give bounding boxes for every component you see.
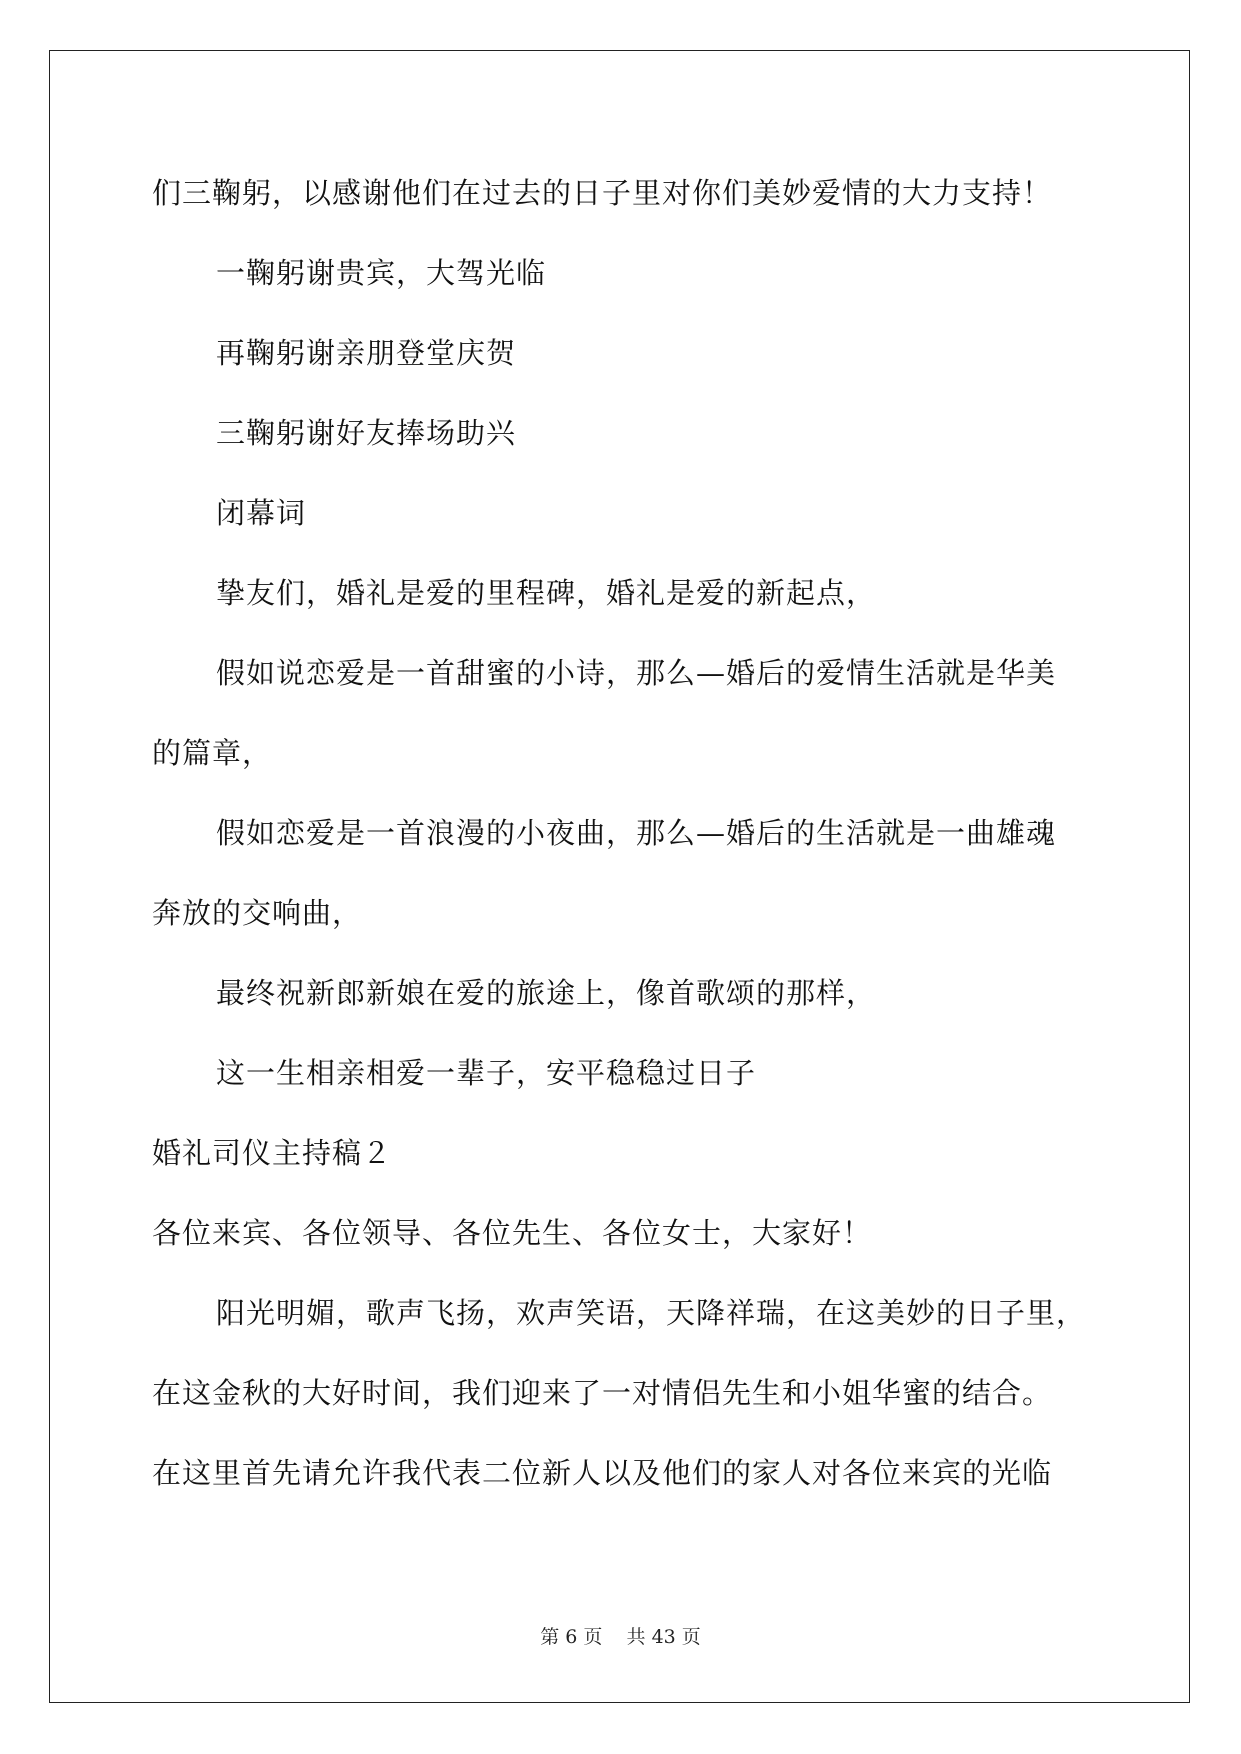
text-line-15: 阳光明媚，歌声飞扬，欢声笑语，天降祥瑞，在这美妙的日子里， (216, 1296, 1087, 1330)
text-line-5: 闭幕词 (216, 496, 307, 530)
text-line-4: 三鞠躬谢好友捧场助兴 (216, 416, 517, 450)
text-line-6: 挚友们，婚礼是爱的里程碑，婚礼是爱的新起点， (216, 576, 877, 610)
text-line-2: 一鞠躬谢贵宾，大驾光临 (216, 256, 547, 290)
page-footer (0, 1625, 1241, 1649)
page-number: 第 6 页 (540, 1626, 603, 1648)
text-line-14: 各位来宾、各位领导、各位先生、各位女士，大家好！ (152, 1216, 873, 1250)
text-line-1: 们三鞠躬，以感谢他们在过去的日子里对你们美妙爱情的大力支持！ (152, 176, 1053, 210)
text-line-10: 奔放的交响曲， (152, 896, 363, 930)
text-line-16: 在这金秋的大好时间，我们迎来了一对情侣先生和小姐华蜜的结合。 (152, 1376, 1053, 1410)
text-line-11: 最终祝新郎新娘在爱的旅途上，像首歌颂的那样， (216, 976, 877, 1010)
text-line-9: 假如恋爱是一首浪漫的小夜曲，那么—婚后的生活就是一曲雄魂 (216, 816, 1057, 850)
text-line-7: 假如说恋爱是一首甜蜜的小诗，那么—婚后的爱情生活就是华美 (216, 656, 1057, 690)
text-line-12: 这一生相亲相爱一辈子，安平稳稳过日子 (216, 1056, 757, 1090)
text-line-3: 再鞠躬谢亲朋登堂庆贺 (216, 336, 517, 370)
section-heading: 婚礼司仪主持稿２ (152, 1136, 393, 1170)
text-line-8: 的篇章， (152, 736, 273, 770)
text-line-17: 在这里首先请允许我代表二位新人以及他们的家人对各位来宾的光临 (152, 1456, 1053, 1490)
page-total: 共 43 页 (626, 1626, 701, 1648)
